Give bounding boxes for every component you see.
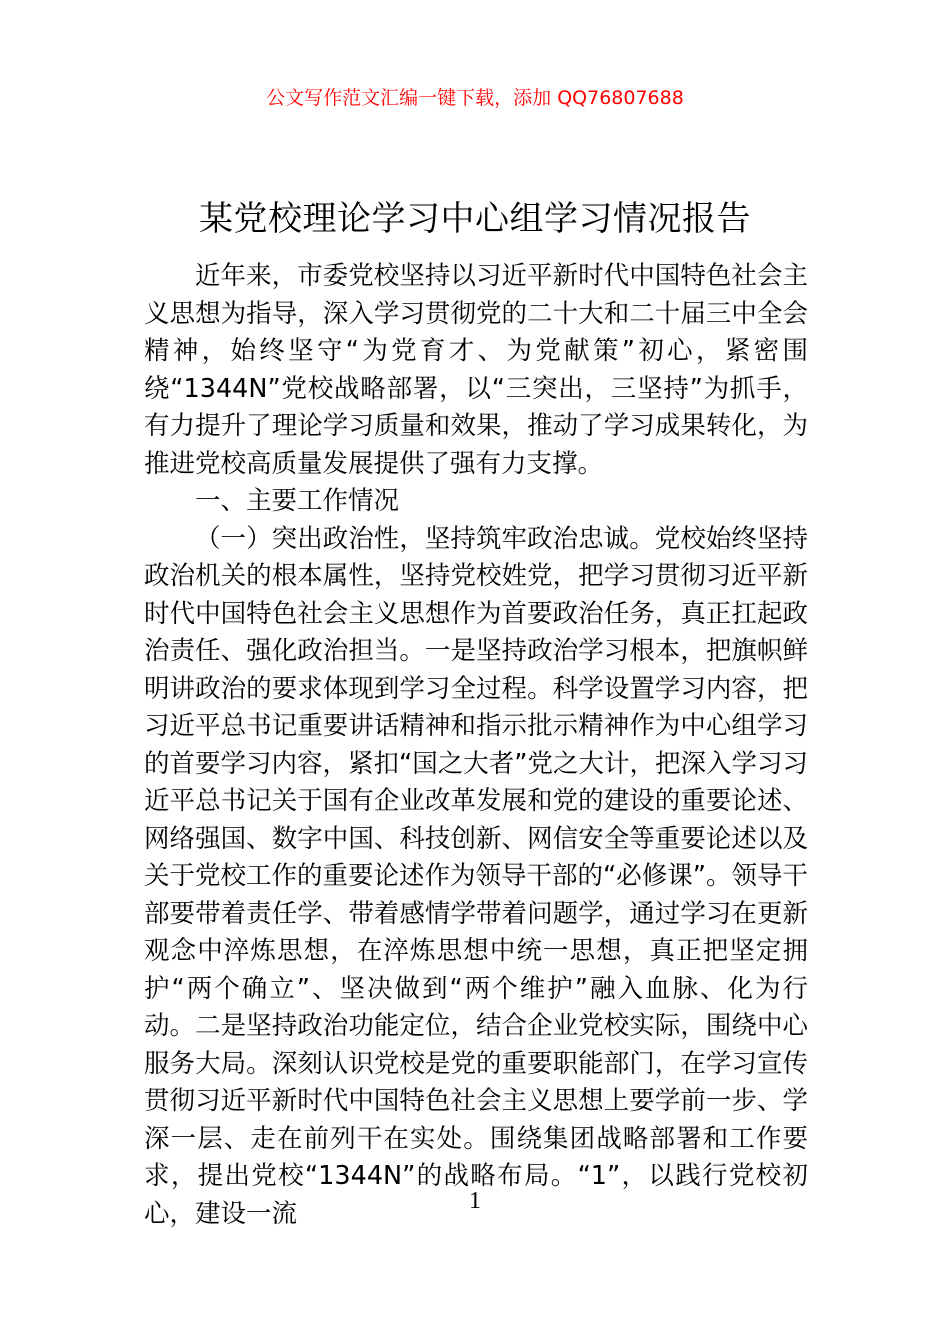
page-number: 1 xyxy=(469,1188,481,1214)
section-heading: 一、主要工作情况 xyxy=(195,486,400,516)
intro-paragraph: 近年来，市委党校坚持以习近平新时代中国特色社会主义思想为指导，深入学习贯彻党的二十大和二十届三中全会精神，始终坚守“为党育才、为党献策”初心，紧密围绕“1344N”党校战略部署，以“三突出，三坚持”为抓手，有力提升了理论学习质量和效果，推动了学习成果转化，为推进党校高质量发展提供了强有力支撑。 xyxy=(144,261,808,479)
download-notice: 公文写作范文汇编一键下载，添加 QQ76807688 xyxy=(266,87,684,109)
document-title: 某党校理论学习中心组学习情况报告 xyxy=(199,198,751,239)
document-body xyxy=(144,258,808,1233)
body-paragraph: （一）突出政治性，坚持筑牢政治忠诚。党校始终坚持政治机关的根本属性，坚持党校姓党，把学习贯彻习近平新时代中国特色社会主义思想作为首要政治任务，真正扛起政治责任、强化政治担当。一是坚持政治学习根本，把旗帜鲜明讲政治的要求体现到学习全过程。科学设置学习内容，把习近平总书记重要讲话精神和指示批示精神作为中心组学习的首要学习内容，紧扣“国之大者”党之大计，把深入学习习近平总书记关于国有企业改革发展和党的建设的重要论述、网络强国、数字中国、科技创新、网信安全等重要论述以及关于党校工作的重要论述作为领导干部的“必修课”。领导干部要带着责任学、带着感情学带着问题学，通过学习在更新观念中淬炼思想，在淬炼思想中统一思想，真正把坚定拥护“两个确立”、坚决做到“两个维护”融入血脉、化为行动。二是坚持政治功能定位，结合企业党校实际，围绕中心服务大局。深刻认识党校是党的重要职能部门，在学习宣传贯彻习近平新时代中国特色社会主义思想上要学前一步、学深一层、走在前列干在实处。围绕集团战略部署和工作要求，提出党校“1344N”的战略布局。“1”，以践行党校初心，建设一流 xyxy=(144,523,808,1229)
